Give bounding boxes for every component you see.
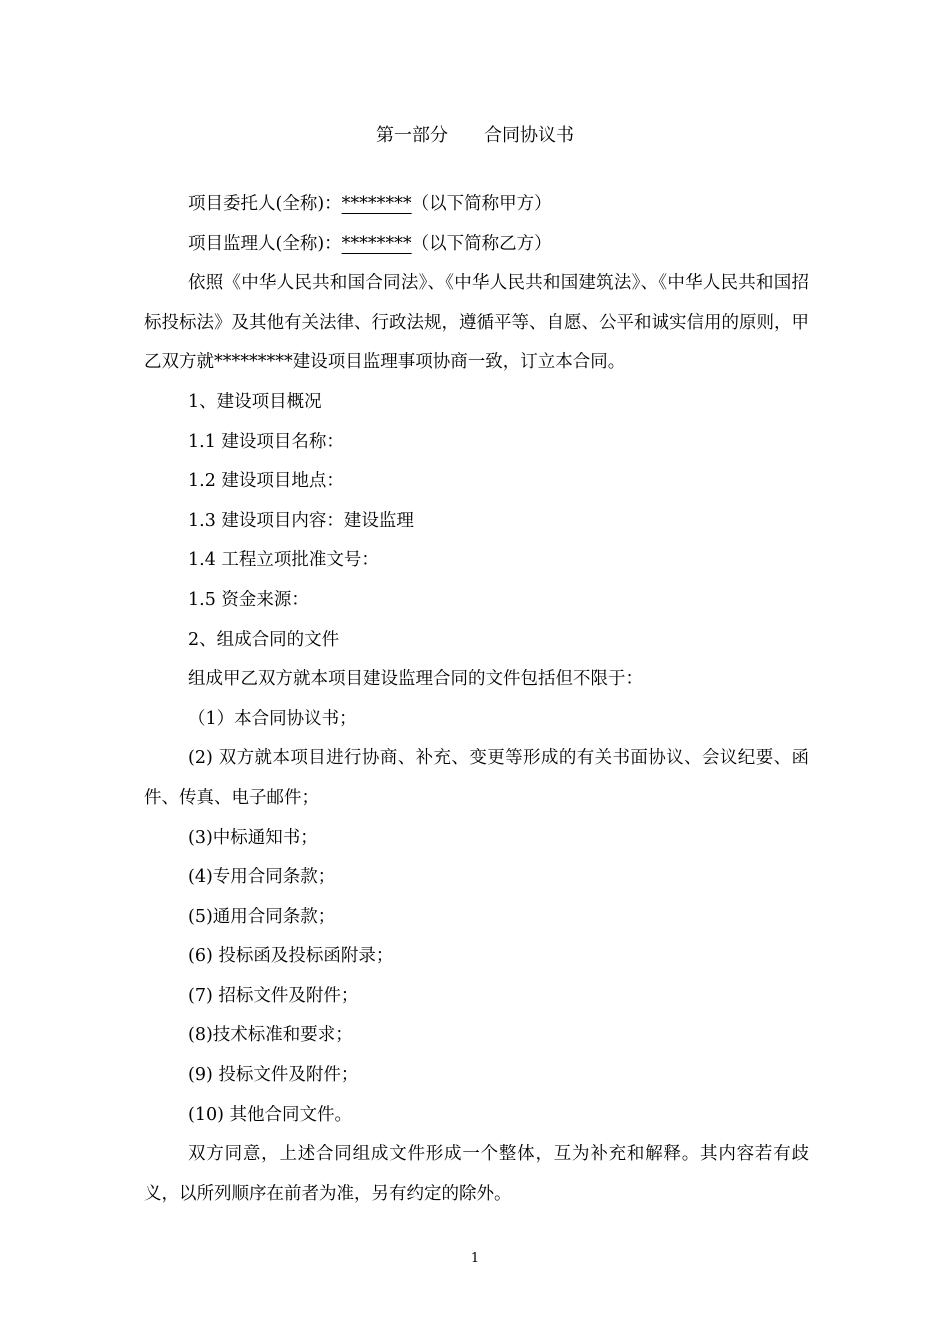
doc-item-4: (4)专用合同条款； bbox=[188, 867, 336, 888]
item-1-3: 1.3 建设项目内容：建设监理 bbox=[188, 510, 414, 531]
intro-paragraph: 依照《中华人民共和国合同法》、《中华人民共和国建筑法》、《中华人民共和国招标投标法》及其他有关法律、行政法规，遵循平等、自愿、公平和诚实信用的原则，甲乙双方就*********建设项目监理事项协商一致，订立本合同。 bbox=[144, 273, 809, 373]
doc-item-6: (6) 投标函及投标函附录； bbox=[188, 946, 394, 967]
doc-item-9: (9) 投标文件及附件； bbox=[188, 1065, 359, 1086]
supervisor-line bbox=[144, 225, 809, 265]
document-body bbox=[144, 185, 809, 1214]
client-name: ******** bbox=[341, 194, 412, 214]
doc-item-1: （1）本合同协议书； bbox=[188, 708, 357, 729]
client-suffix: （以下简称甲方） bbox=[411, 194, 552, 214]
doc-item-3: (3)中标通知书； bbox=[188, 827, 318, 848]
closing-paragraph: 双方同意，上述合同组成文件形成一个整体，互为补充和解释。其内容若有歧义，以所列顺序在前者为准，另有约定的除外。 bbox=[144, 1144, 809, 1204]
doc-item-5: (5)通用合同条款； bbox=[188, 906, 336, 927]
doc-item-2: (2) 双方就本项目进行协商、补充、变更等形成的有关书面协议、会议纪要、函件、传真、电子邮件； bbox=[144, 748, 809, 808]
item-1-4: 1.4 工程立项批准文号： bbox=[188, 550, 379, 571]
supervisor-label: 项目监理人(全称)： bbox=[188, 233, 342, 254]
section2-title: 2、组成合同的文件 bbox=[188, 629, 340, 650]
page-title: 第一部分 合同协议书 bbox=[376, 125, 574, 146]
doc-item-8: (8)技术标准和要求； bbox=[188, 1025, 353, 1046]
doc-item-10: (10) 其他合同文件。 bbox=[188, 1104, 352, 1125]
client-line bbox=[144, 185, 809, 225]
supervisor-name: ******** bbox=[341, 233, 412, 254]
item-1-1: 1.1 建设项目名称： bbox=[188, 431, 344, 452]
doc-item-7: (7) 招标文件及附件； bbox=[188, 985, 359, 1006]
item-1-5: 1.5 资金来源： bbox=[188, 589, 309, 610]
page-number: 1 bbox=[470, 1251, 480, 1266]
supervisor-suffix: （以下简称乙方） bbox=[411, 233, 552, 254]
item-1-2: 1.2 建设项目地点： bbox=[188, 471, 344, 492]
section1-title: 1、建设项目概况 bbox=[188, 391, 322, 412]
client-label: 项目委托人(全称)： bbox=[188, 194, 342, 214]
section2-intro: 组成甲乙双方就本项目建设监理合同的文件包括但不限于： bbox=[188, 669, 643, 690]
